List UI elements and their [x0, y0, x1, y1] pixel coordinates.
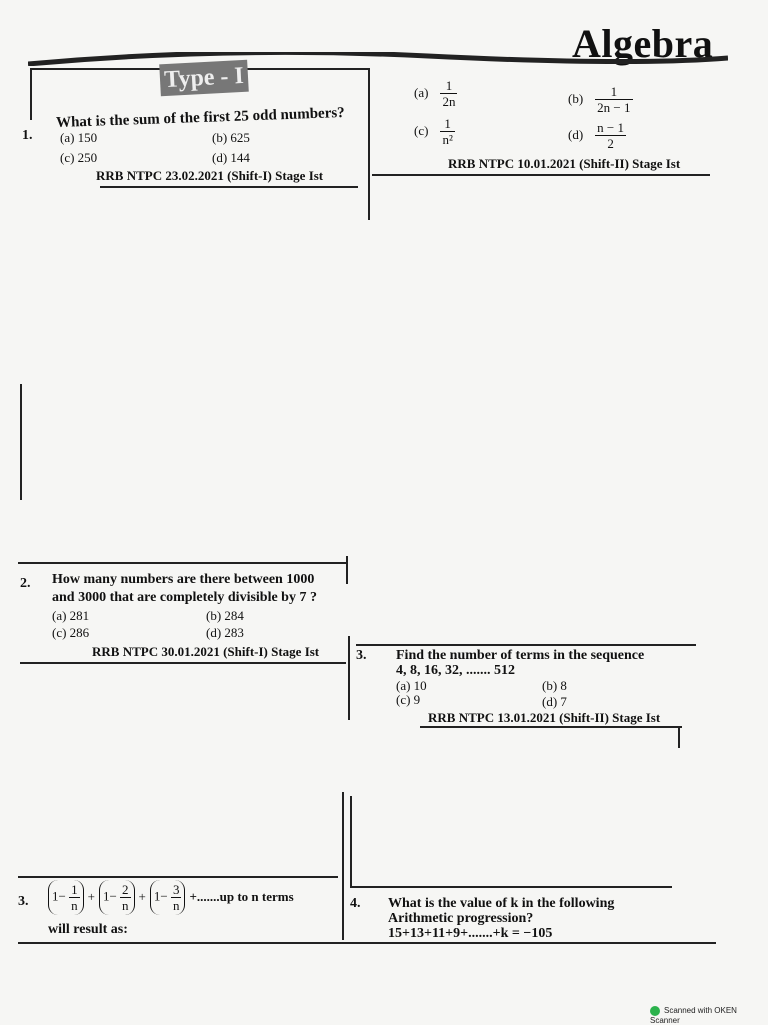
qr-option-a-label: (a) — [414, 85, 429, 101]
q3-option-a: (a) 10 — [396, 678, 427, 693]
qr-option-c-den: n² — [442, 132, 453, 147]
q2-option-b: (b) 284 — [206, 608, 244, 623]
q3b-term-1-one: 1− — [52, 888, 66, 904]
qr-option-a-fraction — [440, 78, 457, 109]
q3-question: Find the number of terms in the sequence — [396, 648, 645, 663]
q3b-term-2-num: 2 — [122, 882, 129, 897]
q2-option-a: (a) 281 — [52, 608, 90, 623]
q3b-top-rule — [18, 876, 338, 878]
q3-rule — [420, 726, 682, 728]
q3-right-tick — [678, 726, 680, 748]
q3b-term-3-one: 1− — [153, 888, 168, 904]
qr-option-b-label: (b) — [568, 91, 584, 107]
q1-source: RRB NTPC 23.02.2021 (Shift-I) Stage Ist — [96, 168, 324, 183]
q3b-expression — [48, 880, 294, 915]
q4-top-rule — [352, 886, 672, 888]
qr-option-b-fraction — [595, 84, 632, 115]
q1-option-b: (b) 625 — [212, 130, 250, 145]
q3b-tail: +.......up to n terms — [189, 889, 294, 905]
qr-option-a — [414, 78, 457, 109]
qr-option-a-den: 2n — [442, 94, 456, 109]
qr-option-a-num: 1 — [440, 78, 457, 94]
qr-option-d-fraction — [595, 120, 626, 151]
q3b-term-2 — [99, 880, 135, 915]
q3-option-d: (d) 7 — [542, 694, 567, 709]
q2-source: RRB NTPC 30.01.2021 (Shift-I) Stage Ist — [92, 644, 320, 659]
type-label: Type - I — [159, 60, 249, 97]
q2-option-c: (c) 286 — [52, 625, 90, 640]
q1-option-c: (c) 250 — [60, 150, 98, 165]
q3b-plus-1: + — [87, 889, 95, 905]
q1-option-a: (a) 150 — [60, 130, 98, 145]
page-title: Algebra — [572, 21, 714, 66]
q3b-term-3-frac — [171, 882, 182, 913]
qr-option-c — [414, 116, 455, 147]
qr-option-c-fraction — [440, 116, 454, 147]
column-divider-top — [368, 68, 370, 220]
column-divider-bottom-inner — [350, 796, 352, 888]
scanner-watermark — [650, 1006, 768, 1025]
qr-option-c-label: (c) — [414, 123, 429, 139]
qr-option-b-num: 1 — [595, 84, 632, 100]
scanner-text: Scanned with OKEN Scanner — [650, 1006, 737, 1025]
q2-question-line1: How many numbers are there between 1000 — [52, 572, 315, 587]
bottom-rule — [18, 942, 716, 944]
qr-option-d-num: n − 1 — [597, 120, 625, 135]
q1-option-d: (d) 144 — [212, 150, 250, 165]
q3-option-c: (c) 9 — [396, 692, 421, 707]
q3b-plus-2: + — [138, 889, 146, 905]
qr-source: RRB NTPC 10.01.2021 (Shift-II) Stage Ist — [448, 156, 681, 171]
q3-source: RRB NTPC 13.01.2021 (Shift-II) Stage Ist — [428, 710, 661, 725]
q3-sequence: 4, 8, 16, 32, ....... 512 — [396, 663, 515, 678]
q3b-term-2-den: n — [122, 898, 129, 913]
qr-rule — [372, 174, 710, 176]
q3b-term-1 — [48, 880, 84, 915]
q3-number: 3. — [356, 648, 367, 663]
q3b-term-2-one: 1− — [102, 888, 117, 904]
q4-number: 4. — [350, 896, 361, 911]
q2-question-line2: and 3000 that are completely divisible by 7 ? — [52, 590, 317, 605]
q3-option-b: (b) 8 — [542, 678, 567, 693]
q3b-term-1-den: n — [71, 898, 78, 913]
scanner-logo-icon — [650, 1006, 660, 1016]
q3b-term-3 — [150, 880, 186, 915]
qr-option-d-label: (d) — [568, 127, 584, 143]
qr-option-d — [568, 120, 626, 151]
q1-rule — [100, 186, 358, 188]
q2-option-d: (d) 283 — [206, 625, 244, 640]
q3b-term-1-num: 1 — [71, 882, 78, 897]
q2-number: 2. — [20, 576, 31, 591]
qr-option-b-den: 2n − 1 — [597, 100, 631, 115]
scan-mark-left — [20, 384, 22, 500]
q3b-term-2-frac — [120, 882, 131, 913]
header-band — [28, 52, 728, 66]
q2-rule — [20, 662, 346, 664]
type-box-left-border — [30, 68, 32, 120]
q3b-number: 3. — [18, 894, 29, 909]
q4-question-line2: Arithmetic progression? — [388, 911, 534, 926]
q1-number: 1. — [22, 128, 33, 143]
q3b-term-3-num: 3 — [172, 882, 180, 897]
qr-option-d-den: 2 — [607, 136, 614, 151]
q3b-term-1-frac — [69, 882, 80, 913]
q4-question-line1: What is the value of k in the following — [388, 896, 615, 911]
column-divider-mid — [348, 636, 350, 720]
qr-option-b — [568, 84, 633, 115]
qr-option-c-num: 1 — [440, 116, 454, 132]
q1-question: What is the sum of the first 25 odd numbers? — [55, 104, 345, 132]
q4-expression: 15+13+11+9+.......+k = −105 — [388, 926, 553, 941]
q2-top-rule — [18, 562, 348, 564]
q2-right-bracket — [346, 556, 348, 584]
q3b-term-3-den: n — [172, 898, 180, 913]
q3-top-rule — [356, 644, 696, 646]
column-divider-bottom — [342, 792, 344, 940]
q3b-line2: will result as: — [48, 922, 128, 937]
